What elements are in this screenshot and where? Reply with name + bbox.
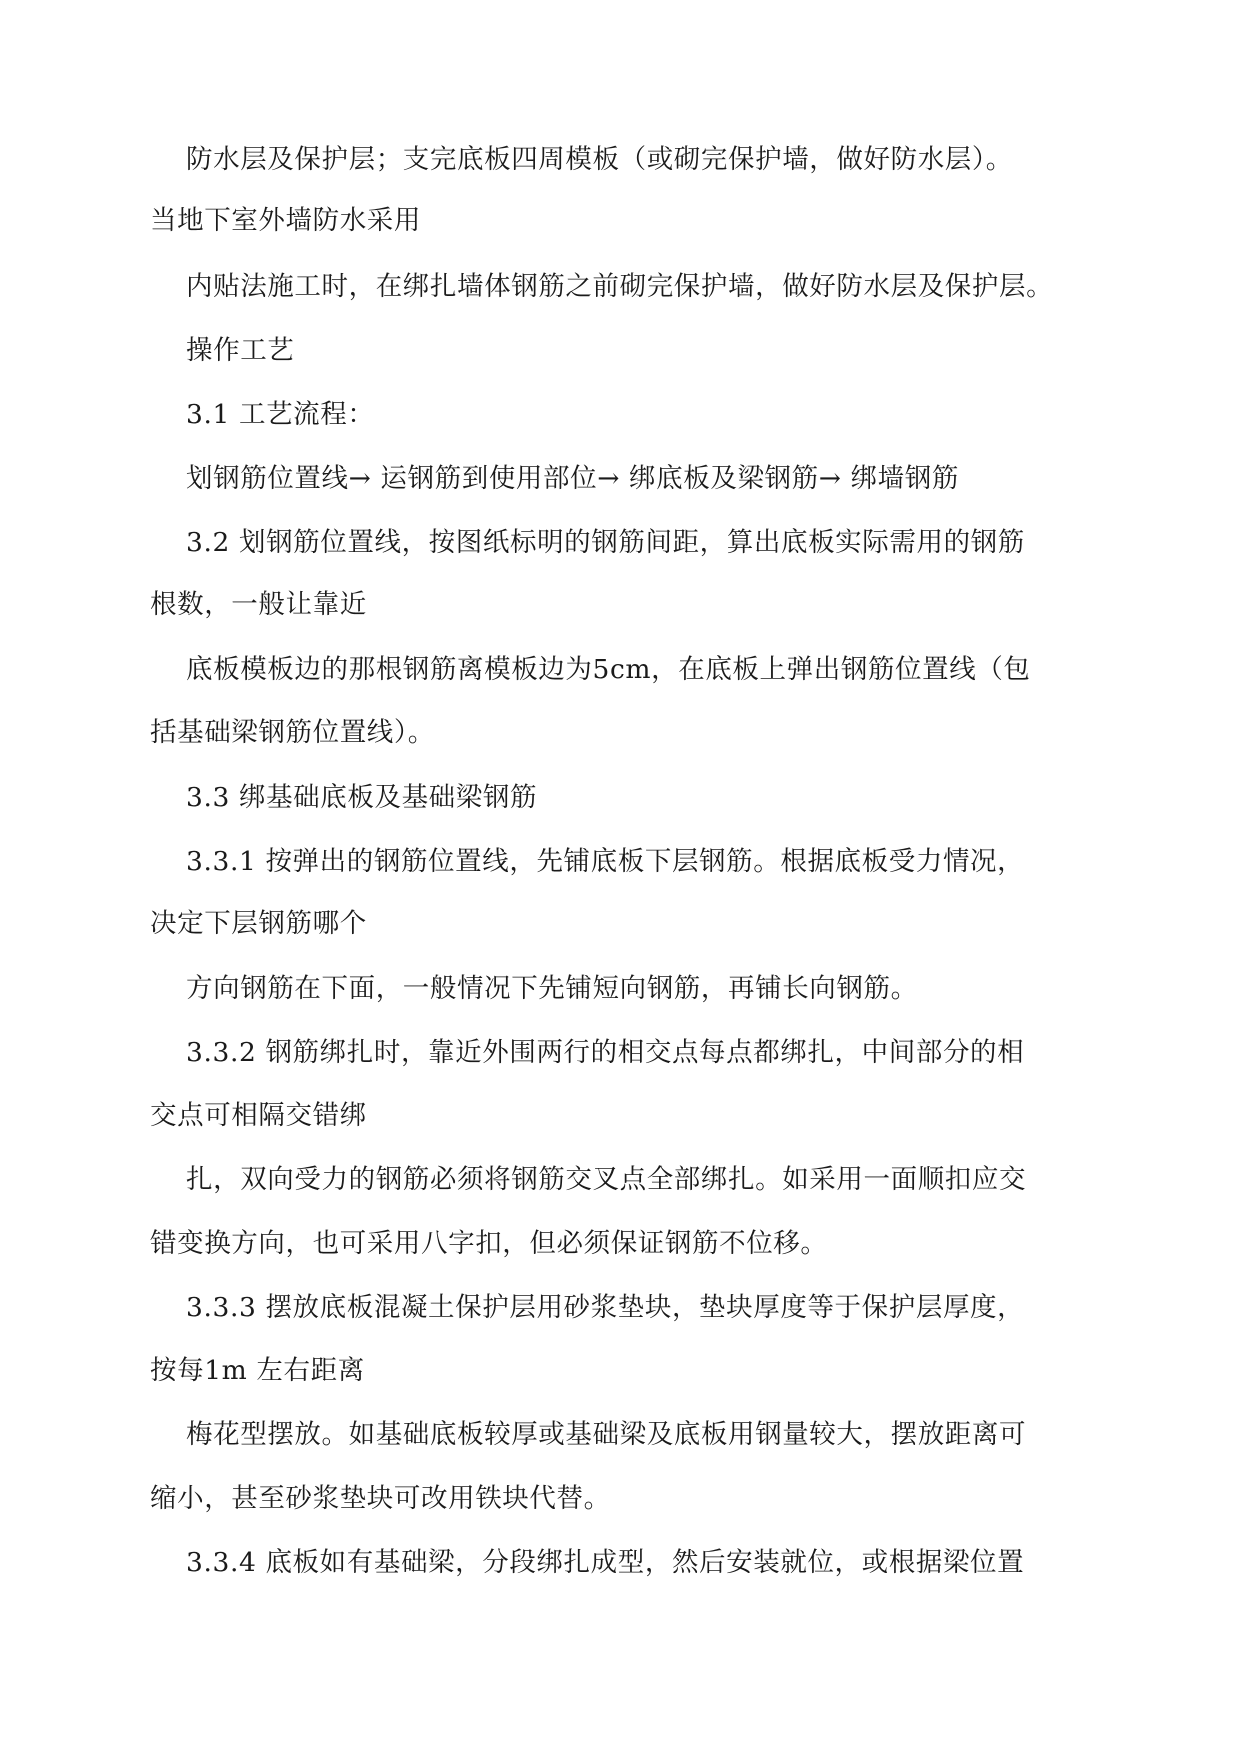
subsection-heading: 3.1 工艺流程：: [186, 399, 375, 430]
text-line: 括基础梁钢筋位置线）。: [150, 717, 435, 748]
text-line: 方向钢筋在下面，一般情况下先铺短向钢筋，再铺长向钢筋。: [186, 973, 918, 1004]
text-line: 防水层及保护层；支完底板四周模板（或砌完保护墙，做好防水层）。: [186, 144, 1013, 175]
section-heading: 操作工艺: [186, 335, 295, 366]
process-flow: 划钢筋位置线→ 运钢筋到使用部位→ 绑底板及梁钢筋→ 绑墙钢筋: [186, 463, 959, 494]
text-line: 3.2 划钢筋位置线，按图纸标明的钢筋间距，算出底板实际需用的钢筋: [186, 527, 1025, 558]
subsection-heading: 3.3 绑基础底板及基础梁钢筋: [186, 782, 538, 813]
text-line: 交点可相隔交错绑: [150, 1100, 367, 1131]
text-line: 当地下室外墙防水采用: [150, 205, 421, 236]
text-line: 按每1m 左右距离: [150, 1355, 365, 1386]
text-line: 决定下层钢筋哪个: [150, 908, 367, 939]
text-line: 3.3.3 摆放底板混凝土保护层用砂浆垫块，垫块厚度等于保护层厚度，: [186, 1292, 1025, 1323]
text-line: 底板模板边的那根钢筋离模板边为5cm，在底板上弹出钢筋位置线（包: [186, 654, 1031, 685]
text-line: 错变换方向，也可采用八字扣，但必须保证钢筋不位移。: [150, 1228, 828, 1259]
text-line: 梅花型摆放。如基础底板较厚或基础梁及底板用钢量较大，摆放距离可: [186, 1419, 1027, 1450]
text-line: 缩小，甚至砂浆垫块可改用铁块代替。: [150, 1483, 611, 1514]
text-line: 3.3.4 底板如有基础梁，分段绑扎成型，然后安装就位，或根据梁位置: [186, 1547, 1025, 1578]
text-line: 3.3.2 钢筋绑扎时，靠近外围两行的相交点每点都绑扎，中间部分的相: [186, 1037, 1025, 1068]
text-line: 根数，一般让靠近: [150, 589, 367, 620]
text-line: 内贴法施工时，在绑扎墙体钢筋之前砌完保护墙，做好防水层及保护层。: [186, 271, 1054, 302]
text-line: 扎，双向受力的钢筋必须将钢筋交叉点全部绑扎。如采用一面顺扣应交: [186, 1164, 1027, 1195]
text-line: 3.3.1 按弹出的钢筋位置线，先铺底板下层钢筋。根据底板受力情况，: [186, 846, 1025, 877]
